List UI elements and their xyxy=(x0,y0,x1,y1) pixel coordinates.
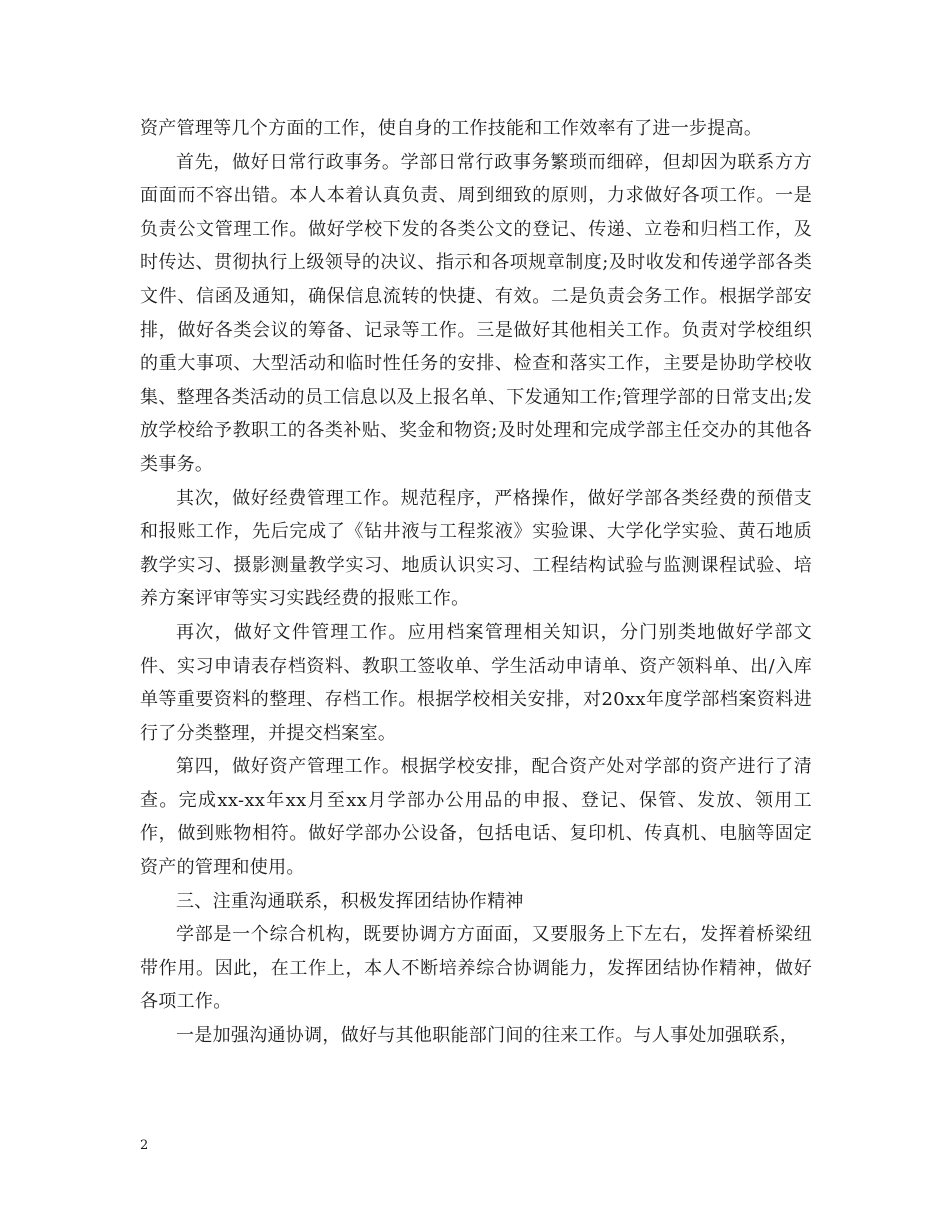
paragraph-administrative-affairs: 首先，做好日常行政事务。学部日常行政事务繁琐而细碎，但却因为联系方方面面而不容出错。本人本着认真负责、周到细致的原则，力求做好各项工作。一是负责公文管理工作。做好学校下发的各类公文的登记、传递、立卷和归档工作，及时传达、贯彻执行上级领导的决议、指示和各项规章制度;及时收发和传递学部各类文件、信函及通知，确保信息流转的快捷、有效。二是负责会务工作。根据学部安排，做好各类会议的筹备、记录等工作。三是做好其他相关工作。负责对学校组织的重大事项、大型活动和临时性任务的安排、检查和落实工作，主要是协助学校收集、整理各类活动的员工信息以及上报名单、下发通知工作;管理学部的日常支出;发放学校给予教职工的各类补贴、奖金和物资;及时处理和完成学部主任交办的其他各类事务。 xyxy=(140,151,812,475)
paragraph-document-management: 再次，做好文件管理工作。应用档案管理相关知识，分门别类地做好学部文件、实习申请表存档资料、教职工签收单、学生活动申请单、资产领料单、出/入库单等重要资料的整理、存档工作。根据学校相关安排，对20xx年度学部档案资料进行了分类整理，并提交档案室。 xyxy=(140,621,812,744)
paragraph-continuation: 资产管理等几个方面的工作，使自身的工作技能和工作效率有了进一步提高。 xyxy=(140,118,763,139)
section-heading-communication: 三、注重沟通联系，积极发挥团结协作精神 xyxy=(176,890,524,912)
paragraph-funds-management: 其次，做好经费管理工作。规范程序，严格操作，做好学部各类经费的预借支和报账工作，先后完成了《钻井液与工程浆液》实验课、大学化学实验、黄石地质教学实习、摄影测量教学实习、地质认识实习、工程结构试验与监测课程试验、培养方案评审等实习实践经费的报账工作。 xyxy=(140,487,812,610)
document-body xyxy=(140,112,812,1053)
page-number: 2 xyxy=(140,1138,149,1153)
paragraph-comprehensive-institution: 学部是一个综合机构，既要协调方方面面，又要服务上下左右，发挥着桥梁纽带作用。因此，在工作上，本人不断培养综合协调能力，发挥团结协作精神，做好各项工作。 xyxy=(140,924,812,1013)
paragraph-coordination: 一是加强沟通协调，做好与其他职能部门间的往来工作。与人事处加强联系， xyxy=(176,1025,799,1047)
paragraph-asset-management: 第四，做好资产管理工作。根据学校安排，配合资产处对学部的资产进行了清查。完成xx-xx年xx月至xx月学部办公用品的申报、登记、保管、发放、领用工作，做到账物相符。做好学部办公设备，包括电话、复印机、传真机、电脑等固定资产的管理和使用。 xyxy=(140,756,812,879)
